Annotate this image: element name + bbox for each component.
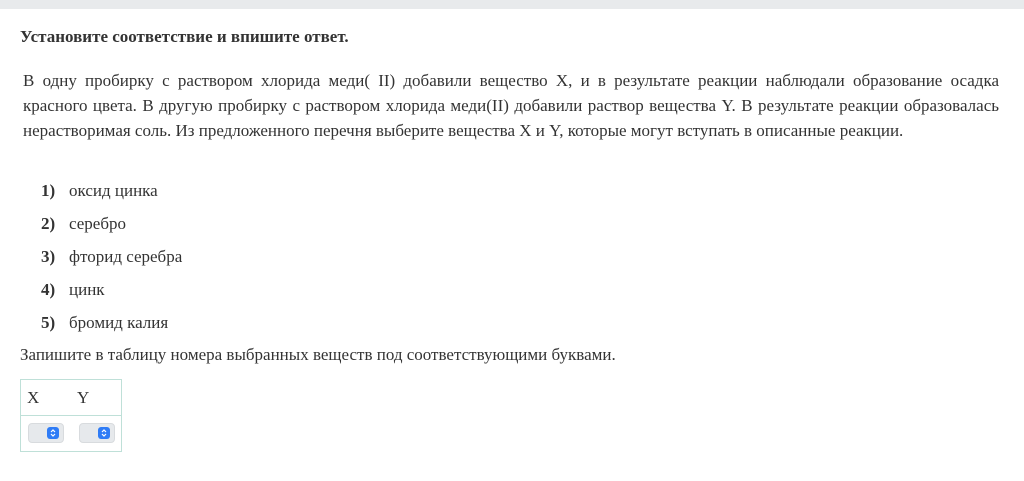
column-label-x: X (27, 388, 40, 407)
option-number: 4) (41, 280, 56, 299)
answer-table (20, 379, 122, 452)
option-item (41, 180, 182, 213)
option-item (41, 213, 182, 246)
option-number: 1) (41, 181, 56, 200)
option-text: оксид цинка (69, 181, 158, 200)
top-bar (0, 0, 1024, 9)
option-text: цинк (69, 280, 105, 299)
select-y[interactable] (79, 423, 115, 443)
options-list (41, 180, 182, 345)
option-number: 2) (41, 214, 56, 233)
stepper-arrows-icon (98, 427, 110, 439)
option-item (41, 312, 182, 345)
answer-table-header (21, 380, 121, 416)
answer-prompt: Запишите в таблицу номера выбранных веществ под соответствующими буквами. (20, 345, 616, 364)
question-text: В одну пробирку с раствором хлорида меди( II) добавили вещество X, и в результате реакции наблюдали образование осадка красного цвета. В другую пробирку с раствором хлорида меди(II) добавили раствор вещества Y. В результате реакции образовалась нерастворимая соль. Из предложенного перечня выберите вещества X и Y, которые могут вступать в описанные реакции. (23, 71, 999, 140)
option-item (41, 279, 182, 312)
option-text: фторид серебра (69, 247, 183, 266)
option-text: бромид калия (69, 313, 169, 332)
stepper-arrows-icon (47, 427, 59, 439)
option-number: 3) (41, 247, 56, 266)
column-label-y: Y (77, 388, 90, 407)
option-item (41, 246, 182, 279)
option-number: 5) (41, 313, 56, 332)
task-instruction: Установите соответствие и впишите ответ. (20, 27, 349, 46)
select-x[interactable] (28, 423, 64, 443)
option-text: серебро (69, 214, 126, 233)
